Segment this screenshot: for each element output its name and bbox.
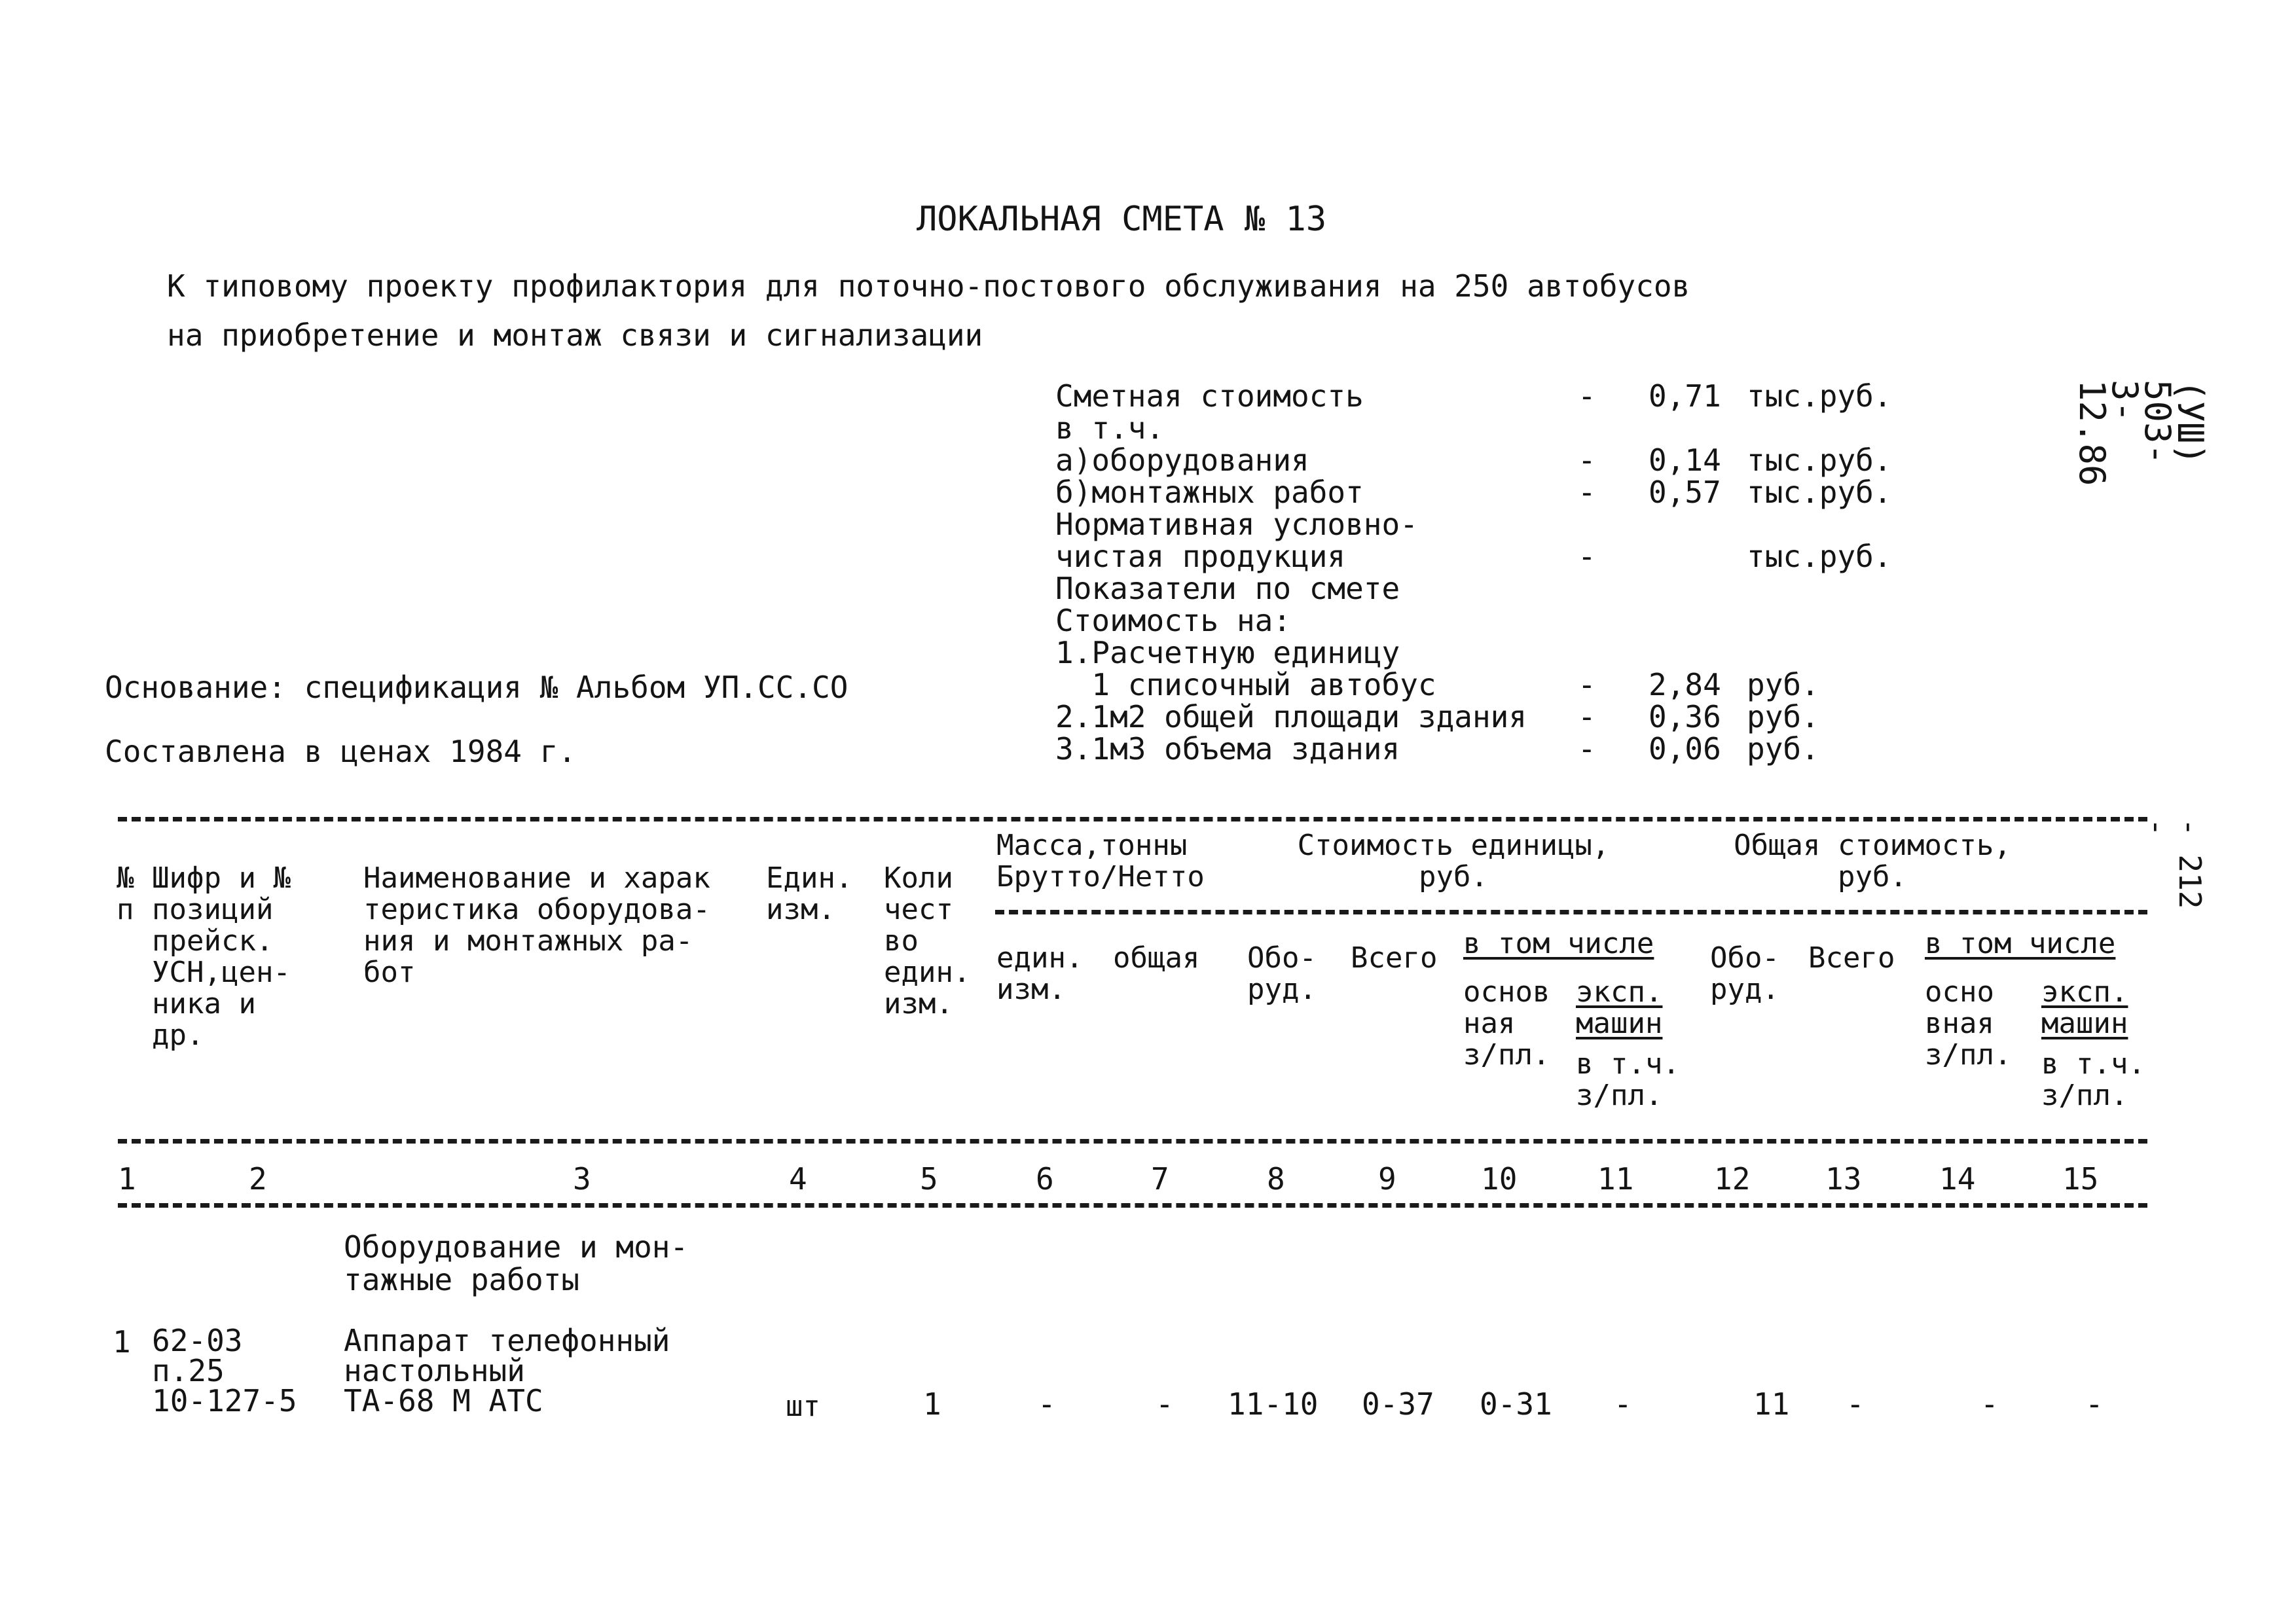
summary-unit: тыс.руб. xyxy=(1747,475,1892,510)
column-number: 7 xyxy=(1151,1161,1169,1197)
row-equipment-cost: 11-10 xyxy=(1228,1386,1319,1422)
row-qty: 1 xyxy=(923,1386,941,1422)
table-top-rule xyxy=(118,817,2147,821)
row-mass-total: - xyxy=(1156,1386,1174,1422)
summary-label: Сметная стоимость xyxy=(1055,378,1364,414)
summary-dash: - xyxy=(1578,475,1596,510)
row-total-all: - xyxy=(1846,1386,1865,1422)
header-col-7: общая xyxy=(1113,941,1200,975)
header-mid-rule xyxy=(995,910,2147,914)
row-number: 1 xyxy=(113,1324,131,1360)
summary-label: 1 списочный автобус xyxy=(1055,667,1436,702)
summary-label: а)оборудования xyxy=(1055,442,1309,478)
summary-label: 2.1м2 общей площади здания xyxy=(1055,699,1527,734)
summary-label: чистая продукция xyxy=(1055,539,1346,574)
row-name: Аппарат телефонный настольный ТА-68 М АТС xyxy=(344,1323,670,1418)
header-col-9: Всего xyxy=(1351,941,1438,975)
column-number: 1 xyxy=(118,1161,136,1197)
column-number: 11 xyxy=(1597,1161,1634,1197)
page-title: ЛОКАЛЬНАЯ СМЕТА № 13 xyxy=(917,200,1327,239)
section-title: Оборудование и мон- тажные работы xyxy=(344,1229,689,1297)
summary-label: б)монтажных работ xyxy=(1055,475,1364,510)
column-number: 2 xyxy=(249,1161,267,1197)
summary-dash: - xyxy=(1578,731,1596,767)
header-col-15b: в т.ч. з/пл. xyxy=(2041,1047,2145,1112)
header-unit-cost: Стоимость единицы, руб. xyxy=(1297,829,1610,893)
summary-value: 2,84 xyxy=(1649,667,1721,702)
summary-dash: - xyxy=(1578,699,1596,734)
summary-label: Нормативная условно- xyxy=(1055,507,1418,542)
header-col-12: Обо- руд. xyxy=(1710,941,1779,1006)
header-col-3: Наименование и харак теристика оборудова- ния и монтажных ра- бот xyxy=(363,861,710,989)
summary-unit: тыс.руб. xyxy=(1747,378,1892,414)
row-mass-unit: - xyxy=(1038,1386,1056,1422)
summary-unit: тыс.руб. xyxy=(1747,442,1892,478)
header-col-14: осно вная з/пл. xyxy=(1925,975,2012,1072)
header-col-2: Шифр и № позиций прейск. УСН,цен- ника и др. xyxy=(152,861,291,1052)
column-number: 9 xyxy=(1378,1161,1396,1197)
summary-value: 0,14 xyxy=(1649,442,1721,478)
header-col-13: Всего xyxy=(1808,941,1895,975)
summary-label: 1.Расчетную единицу xyxy=(1055,635,1400,670)
summary-label: в т.ч. xyxy=(1055,410,1165,446)
summary-dash: - xyxy=(1578,539,1596,574)
header-mass: Масса,тонны Брутто/Нетто xyxy=(996,829,1205,893)
header-bottom-rule xyxy=(118,1139,2147,1144)
row-base-wage: 0-31 xyxy=(1480,1386,1552,1422)
header-col-10-11: в том числе xyxy=(1463,927,1654,960)
column-number: 10 xyxy=(1481,1161,1518,1197)
column-number: 14 xyxy=(1939,1161,1976,1197)
summary-value: 0,06 xyxy=(1649,731,1721,767)
summary-dash: - xyxy=(1578,667,1596,702)
side-document-code: (УШ) 503-3-12.86 xyxy=(2071,380,2211,486)
column-number: 6 xyxy=(1036,1161,1054,1197)
summary-label: Стоимость на: xyxy=(1055,603,1292,638)
row-total-equipment: 11 xyxy=(1753,1386,1790,1422)
summary-label: Показатели по смете xyxy=(1055,571,1400,606)
row-machines: - xyxy=(1614,1386,1632,1422)
intro-line-2: на приобретение и монтаж связи и сигнализации xyxy=(167,317,983,353)
col-numbers-rule xyxy=(118,1203,2147,1208)
summary-value: 0,57 xyxy=(1649,475,1721,510)
row-total-machines: - xyxy=(2085,1386,2104,1422)
page-number: - 212 - xyxy=(2140,818,2208,909)
row-unit: шт xyxy=(786,1390,820,1423)
intro-line-1: К типовому проекту профилактория для поточно-постового обслуживания на 250 автобусов xyxy=(167,268,1690,304)
header-col-6: един. изм. xyxy=(996,941,1084,1006)
summary-unit: руб. xyxy=(1747,699,1819,734)
compiled-line: Составлена в ценах 1984 г. xyxy=(105,734,577,769)
column-number: 15 xyxy=(2062,1161,2099,1197)
column-number: 3 xyxy=(573,1161,591,1197)
basis-line: Основание: спецификация № Альбом УП.СС.СО xyxy=(105,670,848,705)
header-total-cost: Общая стоимость, руб. xyxy=(1734,829,2011,893)
summary-unit: руб. xyxy=(1747,731,1819,767)
summary-value: 0,71 xyxy=(1649,378,1721,414)
header-col-4: Един. изм. xyxy=(766,861,853,926)
column-number: 4 xyxy=(789,1161,807,1197)
header-col-10: основ ная з/пл. xyxy=(1463,975,1550,1072)
summary-unit: руб. xyxy=(1747,667,1819,702)
column-number: 8 xyxy=(1267,1161,1285,1197)
row-code: 62-03 п.25 10-127-5 xyxy=(152,1323,297,1418)
header-col-1: № п xyxy=(117,861,134,926)
summary-value: 0,36 xyxy=(1649,699,1721,734)
header-col-15a: эксп. машин xyxy=(2041,975,2128,1040)
header-col-11b: в т.ч. з/пл. xyxy=(1576,1047,1680,1112)
summary-dash: - xyxy=(1578,442,1596,478)
row-total-wage: - xyxy=(1980,1386,1999,1422)
column-number: 13 xyxy=(1825,1161,1862,1197)
header-col-14-15: в том числе xyxy=(1925,927,2116,960)
summary-unit: тыс.руб. xyxy=(1747,539,1892,574)
header-col-8: Обо- руд. xyxy=(1247,941,1317,1006)
header-col-11a: эксп. машин xyxy=(1576,975,1663,1040)
summary-dash: - xyxy=(1578,378,1596,414)
column-number: 12 xyxy=(1714,1161,1751,1197)
row-total-cost: 0-37 xyxy=(1362,1386,1434,1422)
column-number: 5 xyxy=(920,1161,938,1197)
header-col-5: Коли чест во един. изм. xyxy=(884,861,971,1020)
summary-label: 3.1м3 объема здания xyxy=(1055,731,1400,767)
